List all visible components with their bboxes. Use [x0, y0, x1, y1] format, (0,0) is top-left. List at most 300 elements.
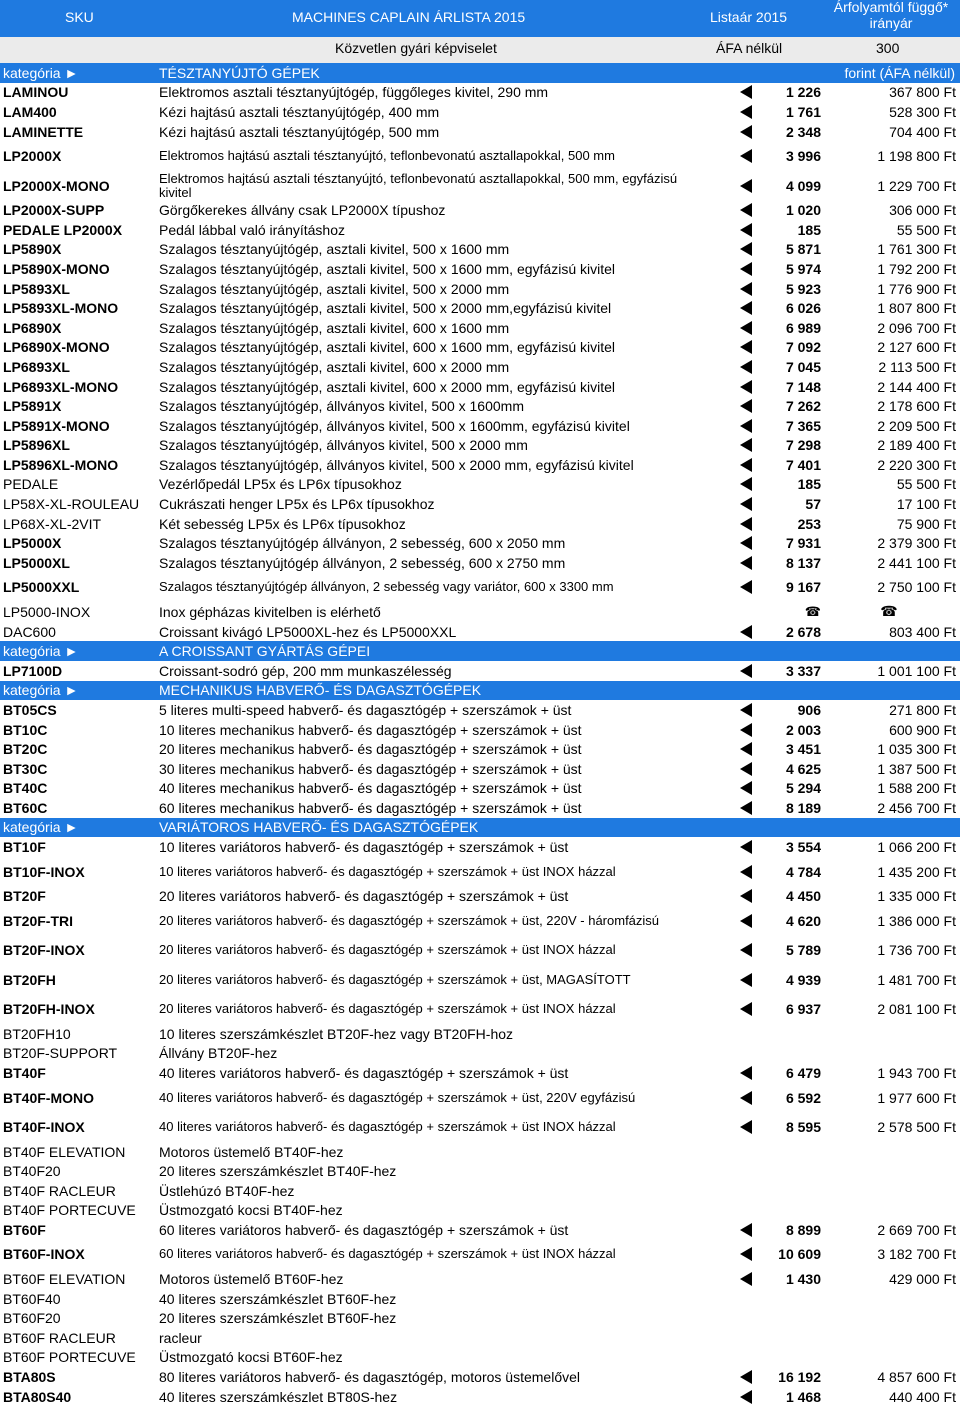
row-eur-price	[740, 220, 821, 240]
row-description: Szalagos tésztanyújtógép, állványos kivitel, 500 x 1600mm	[159, 398, 524, 415]
table-row	[0, 994, 960, 1024]
row-eur-amount: 185	[797, 476, 821, 493]
row-eur-amount: 2 348	[785, 123, 821, 140]
row-eur-amount: 3 996	[785, 148, 821, 165]
table-row	[0, 622, 960, 642]
table-row	[0, 377, 960, 397]
row-description: Görgőkerekes állvány csak LP2000X típushoz	[159, 202, 446, 219]
row-eur-price	[740, 1328, 821, 1348]
row-eur-amount: 185	[797, 221, 821, 238]
euro-icon	[740, 105, 752, 119]
row-description: Vezérlőpedál LP5x és LP6x típusokhoz	[159, 476, 402, 493]
row-description: Üstmozgató kocsi BT40F-hez	[159, 1202, 343, 1219]
row-eur-price	[740, 357, 821, 377]
row-sku: LAM400	[3, 103, 57, 120]
phone-icon: ☎	[804, 603, 821, 619]
row-description: Szalagos tésztanyújtógép, asztali kivitel, 500 x 2000 mm	[159, 280, 510, 297]
row-eur-price	[740, 994, 821, 1024]
row-eur-price	[740, 857, 821, 887]
table-row	[0, 279, 960, 299]
table-row	[0, 514, 960, 534]
row-sku: BT60F PORTECUVE	[3, 1349, 136, 1366]
row-description: 5 literes multi-speed habverő- és dagasztógép + szerszámok + üst	[159, 701, 572, 718]
euro-icon	[740, 399, 752, 413]
row-eur-price	[740, 338, 821, 358]
table-row	[0, 122, 960, 142]
row-description: 20 literes variátoros habverő- és dagasztógép + szerszámok + üst INOX házzal	[159, 942, 616, 958]
row-sku: BT20FH	[3, 971, 56, 988]
row-sku: LAMINOU	[3, 84, 69, 101]
header-list-price: Listaár 2015	[710, 9, 788, 25]
row-eur-amount: 1 020	[785, 202, 821, 219]
table-row	[0, 857, 960, 887]
row-huf-price: 1 736 700 Ft	[877, 942, 956, 959]
table-row	[0, 1201, 960, 1221]
euro-icon	[740, 85, 752, 99]
row-eur-price	[740, 318, 821, 338]
row-huf-price: 2 144 400 Ft	[877, 378, 956, 395]
row-huf-price	[822, 1181, 956, 1201]
table-row	[0, 1044, 960, 1064]
row-huf-price: 803 400 Ft	[889, 623, 956, 640]
row-sku: BT20FH-INOX	[3, 1001, 95, 1018]
euro-icon	[740, 914, 752, 928]
row-huf-price: 1 335 000 Ft	[877, 888, 956, 905]
category-name: A CROISSANT GYÁRTÁS GÉPEI	[159, 643, 371, 660]
row-huf-price: 17 100 Ft	[896, 496, 956, 513]
row-eur-price	[740, 298, 821, 318]
row-eur-amount: 3 337	[785, 662, 821, 679]
row-eur-amount: 3 451	[785, 741, 821, 758]
row-eur-amount: 5 974	[785, 260, 821, 277]
category-name: TÉSZTANYÚJTÓ GÉPEK	[159, 64, 320, 81]
row-sku: BT20C	[3, 741, 48, 758]
row-description: 20 literes szerszámkészlet BT40F-hez	[159, 1163, 397, 1180]
row-sku: BTA80S	[3, 1368, 56, 1385]
row-eur-amount: 6 592	[785, 1089, 821, 1106]
row-description: 10 literes variátoros habverő- és dagasztógép + szerszámok + üst INOX házzal	[159, 863, 616, 879]
row-eur-price	[740, 1289, 821, 1309]
table-row	[0, 1328, 960, 1348]
euro-icon	[740, 723, 752, 737]
row-eur-amount: 8 137	[785, 554, 821, 571]
row-description: Elektromos hajtású asztali tésztanyújtó, teflonbevonatú asztallapokkal, 500 mm, egyfázisú kivitel	[159, 170, 678, 200]
row-eur-price	[740, 1387, 821, 1406]
category-label: kategória ►	[3, 819, 79, 836]
row-huf-price: 1 776 900 Ft	[877, 280, 956, 297]
row-eur-amount: 7 045	[785, 358, 821, 375]
row-description: Szalagos tésztanyújtógép, asztali kivitel, 600 x 1600 mm	[159, 319, 510, 336]
subheader-vat: ÁFA nélkül	[716, 40, 783, 56]
row-huf-price: 600 900 Ft	[889, 721, 956, 738]
row-sku: BT30C	[3, 760, 48, 777]
row-sku: LAMINETTE	[3, 123, 84, 140]
euro-icon	[740, 458, 752, 472]
table-row	[0, 700, 960, 720]
row-eur-price	[740, 1083, 821, 1113]
row-eur-price	[740, 965, 821, 995]
euro-icon	[740, 242, 752, 256]
row-description: Üstlehúzó BT40F-hez	[159, 1182, 295, 1199]
row-eur-amount: 1 430	[785, 1271, 821, 1288]
row-sku: LP5000XL	[3, 554, 70, 571]
row-sku: LP6890X	[3, 319, 62, 336]
row-huf-price	[822, 1308, 956, 1328]
row-eur-price	[740, 1269, 821, 1289]
row-description: Croissant kivágó LP5000XL-hez és LP5000XXL	[159, 623, 457, 640]
header-sku: SKU	[65, 9, 94, 25]
row-huf-price: 2 750 100 Ft	[877, 579, 956, 596]
row-eur-amount: 4 784	[785, 863, 821, 880]
euro-icon	[740, 360, 752, 374]
row-huf-price: 271 800 Ft	[889, 701, 956, 718]
row-description: 40 literes szerszámkészlet BT80S-hez	[159, 1388, 398, 1405]
table-row	[0, 965, 960, 995]
euro-icon	[740, 125, 752, 139]
row-eur-price	[740, 1161, 821, 1181]
row-eur-price	[740, 83, 821, 103]
row-huf-price: 1 001 100 Ft	[877, 662, 956, 679]
row-huf-price: 1 807 800 Ft	[877, 300, 956, 317]
euro-icon	[740, 801, 752, 815]
row-eur-price	[740, 514, 821, 534]
row-sku: LP5891X	[3, 398, 62, 415]
table-row	[0, 1161, 960, 1181]
row-sku: BT10F	[3, 839, 46, 856]
row-huf-price	[822, 1328, 956, 1348]
row-huf-price: 1 977 600 Ft	[877, 1089, 956, 1106]
row-sku: BT20F-TRI	[3, 912, 73, 929]
row-description: 40 literes variátoros habverő- és dagasztógép + szerszámok + üst INOX házzal	[159, 1119, 616, 1134]
row-sku: LP5890X	[3, 241, 62, 258]
row-eur-amount: 5 871	[785, 241, 821, 258]
row-description: 10 literes mechanikus habverő- és dagasztógép + szerszámok + üst	[159, 721, 582, 738]
row-eur-amount: 4 099	[785, 177, 821, 194]
row-description: 60 literes mechanikus habverő- és dagasztógép + szerszámok + üst	[159, 799, 582, 816]
category-name: MECHANIKUS HABVERŐ- ÉS DAGASZTÓGÉPEK	[159, 682, 482, 699]
euro-icon	[740, 1247, 752, 1261]
table-row	[0, 436, 960, 456]
row-eur-amount: 5 789	[785, 942, 821, 959]
row-huf-price: 55 500 Ft	[896, 221, 956, 238]
euro-icon	[740, 301, 752, 315]
row-sku: BTA80S40	[3, 1388, 72, 1405]
row-description: 60 literes variátoros habverő- és dagasztógép + szerszámok + üst	[159, 1221, 569, 1238]
euro-icon	[740, 943, 752, 957]
row-huf-price	[822, 1348, 956, 1368]
header-title: MACHINES CAPLAIN ÁRLISTA 2015	[292, 9, 526, 25]
row-sku: LP7100D	[3, 662, 63, 679]
table-row	[0, 1063, 960, 1083]
row-sku: LP5000XXL	[3, 579, 80, 596]
row-huf-price: 306 000 Ft	[889, 202, 956, 219]
row-huf-price: 1 229 700 Ft	[877, 177, 956, 194]
row-description: Croissant-sodró gép, 200 mm munkaszélesség	[159, 662, 452, 679]
row-eur-price	[740, 739, 821, 759]
row-eur-amount: 6 989	[785, 319, 821, 336]
price-table	[0, 63, 960, 1406]
row-description: Szalagos tésztanyújtógép, asztali kivitel, 500 x 1600 mm, egyfázisú kivitel	[159, 260, 616, 277]
row-description: Cukrászati henger LP5x és LP6x típusokhoz	[159, 496, 435, 513]
row-description: Szalagos tésztanyújtógép, asztali kivitel, 600 x 2000 mm, egyfázisú kivitel	[159, 378, 616, 395]
table-row	[0, 338, 960, 358]
row-huf-price: 2 127 600 Ft	[877, 339, 956, 356]
row-huf-price: 2 113 500 Ft	[878, 358, 956, 375]
row-sku: BT10F-INOX	[3, 863, 85, 880]
row-description: 20 literes mechanikus habverő- és dagasztógép + szerszámok + üst	[159, 741, 582, 758]
row-eur-amount: 7 262	[785, 398, 821, 415]
row-eur-price	[740, 837, 821, 857]
table-row	[0, 259, 960, 279]
row-sku: BT40F ELEVATION	[3, 1143, 126, 1160]
row-sku: LP5000X	[3, 535, 62, 552]
table-row	[0, 141, 960, 171]
row-huf-price	[822, 1142, 956, 1162]
table-row	[0, 1083, 960, 1113]
row-eur-price	[740, 700, 821, 720]
row-eur-price	[740, 720, 821, 740]
table-row	[0, 1142, 960, 1162]
euro-icon	[740, 889, 752, 903]
row-eur-amount: 7 401	[785, 456, 821, 473]
table-row	[0, 935, 960, 965]
row-sku: BT40F RACLEUR	[3, 1182, 116, 1199]
row-eur-price	[740, 240, 821, 260]
row-sku: LP2000X-MONO	[3, 177, 110, 194]
row-eur-amount: 4 939	[785, 971, 821, 988]
row-eur-price	[740, 906, 821, 936]
row-huf-price: 4 857 600 Ft	[877, 1368, 956, 1385]
row-description: Elektromos asztali tésztanyújtógép, függőleges kivitel, 290 mm	[159, 84, 549, 101]
euro-icon	[740, 282, 752, 296]
row-sku: LP68X-XL-2VIT	[3, 515, 102, 532]
row-sku: BT40C	[3, 780, 48, 797]
euro-icon	[740, 149, 752, 163]
row-eur-amount: 2 678	[785, 623, 821, 640]
row-description: 40 literes variátoros habverő- és dagasztógép + szerszámok + üst, 220V egyfázisú	[159, 1089, 636, 1105]
euro-icon	[740, 497, 752, 511]
table-row	[0, 533, 960, 553]
row-description: Szalagos tésztanyújtógép, asztali kivitel, 600 x 1600 mm, egyfázisú kivitel	[159, 339, 616, 356]
row-eur-amount: 57	[805, 496, 821, 513]
euro-icon	[740, 664, 752, 678]
table-row	[0, 1181, 960, 1201]
euro-icon	[740, 865, 752, 879]
row-eur-amount: 8 189	[785, 799, 821, 816]
row-sku: PEDALE	[3, 476, 59, 493]
row-sku: BT60F RACLEUR	[3, 1329, 116, 1346]
row-description: 80 literes variátoros habverő- és dagasztógép, motoros üstemelővel	[159, 1368, 580, 1385]
euro-icon	[740, 840, 752, 854]
category-row	[0, 641, 960, 661]
row-huf-price: 1 435 200 Ft	[877, 863, 956, 880]
table-row	[0, 886, 960, 906]
table-row	[0, 906, 960, 936]
row-description: 20 literes szerszámkészlet BT60F-hez	[159, 1310, 397, 1327]
row-eur-price	[740, 553, 821, 573]
euro-icon	[740, 580, 752, 594]
euro-icon	[740, 703, 752, 717]
euro-icon	[740, 536, 752, 550]
row-huf-price: 2 669 700 Ft	[877, 1221, 956, 1238]
euro-icon	[740, 179, 752, 193]
header-fx-note: Árfolyamtól függő* irányár	[833, 0, 949, 31]
row-eur-price	[740, 935, 821, 965]
row-sku: LP5896XL	[3, 437, 70, 454]
subheader-bar	[0, 37, 960, 63]
table-row	[0, 318, 960, 338]
row-eur-amount: 2 003	[785, 721, 821, 738]
row-description: Két sebesség LP5x és LP6x típusokhoz	[159, 515, 406, 532]
row-sku: LP2000X-SUPP	[3, 202, 105, 219]
row-eur-price	[740, 798, 821, 818]
row-eur-amount: 253	[797, 515, 821, 532]
euro-icon	[740, 1272, 752, 1286]
euro-icon	[740, 477, 752, 491]
table-row	[0, 1024, 960, 1044]
category-unit: forint (ÁFA nélkül)	[844, 64, 955, 81]
row-huf-price: 1 035 300 Ft	[877, 741, 956, 758]
row-sku: BT05CS	[3, 701, 57, 718]
row-description: Szalagos tésztanyújtógép, állványos kivitel, 500 x 1600mm, egyfázisú kivitel	[159, 417, 630, 434]
euro-icon	[740, 556, 752, 570]
euro-icon	[740, 262, 752, 276]
row-eur-amount: 7 365	[785, 417, 821, 434]
row-description: Elektromos hajtású asztali tésztanyújtó, teflonbevonatú asztallapokkal, 500 mm	[159, 148, 615, 164]
euro-icon	[740, 742, 752, 756]
row-eur-price	[740, 102, 821, 122]
table-row	[0, 416, 960, 436]
table-row	[0, 1348, 960, 1368]
row-description: 10 literes szerszámkészlet BT20F-hez vagy BT20FH-hoz	[159, 1025, 514, 1042]
euro-icon	[740, 340, 752, 354]
row-sku: BT20F	[3, 888, 46, 905]
row-huf-price: 1 066 200 Ft	[877, 839, 956, 856]
row-huf-price: 2 209 500 Ft	[877, 417, 956, 434]
row-sku: BT40F20	[3, 1163, 61, 1180]
row-huf-price	[822, 1161, 956, 1181]
row-sku: BT20F-SUPPORT	[3, 1045, 118, 1062]
row-huf-price	[822, 1044, 956, 1064]
row-description: Szalagos tésztanyújtógép, asztali kivitel, 500 x 1600 mm	[159, 241, 510, 258]
euro-icon	[740, 438, 752, 452]
euro-icon	[740, 223, 752, 237]
row-description: 40 literes szerszámkészlet BT60F-hez	[159, 1290, 397, 1307]
row-eur-price	[740, 122, 821, 142]
row-eur-price	[740, 533, 821, 553]
row-eur-amount: 1 761	[785, 103, 821, 120]
table-row	[0, 475, 960, 495]
row-huf-price: 75 900 Ft	[896, 515, 956, 532]
row-eur-price	[740, 1112, 821, 1142]
row-eur-price	[740, 377, 821, 397]
table-row	[0, 739, 960, 759]
row-eur-price	[740, 1044, 821, 1064]
table-row	[0, 1387, 960, 1406]
row-eur-price	[740, 436, 821, 456]
row-description: Kézi hajtású asztali tésztanyújtógép, 400 mm	[159, 103, 440, 120]
row-eur-price	[740, 475, 821, 495]
row-eur-price	[740, 1220, 821, 1240]
row-eur-amount: 4 620	[785, 912, 821, 929]
row-eur-price	[740, 1308, 821, 1328]
category-row	[0, 63, 960, 83]
row-huf-price: 1 386 000 Ft	[877, 912, 956, 929]
table-row	[0, 837, 960, 857]
row-eur-price	[740, 416, 821, 436]
row-huf-price: 2 096 700 Ft	[877, 319, 956, 336]
row-huf-price: 1 387 500 Ft	[877, 760, 956, 777]
row-eur-price	[740, 200, 821, 220]
table-row	[0, 396, 960, 416]
row-eur-price	[740, 1367, 821, 1387]
row-eur-price	[740, 779, 821, 799]
row-description: Motoros üstemelő BT40F-hez	[159, 1143, 344, 1160]
row-description: 20 literes variátoros habverő- és dagasztógép + szerszámok + üst, 220V - háromfázisú	[159, 912, 660, 928]
table-row	[0, 602, 960, 622]
row-eur-price	[740, 1201, 821, 1221]
row-eur-amount: 5 294	[785, 780, 821, 797]
row-huf-price: 2 578 500 Ft	[877, 1119, 956, 1135]
table-row	[0, 240, 960, 260]
table-row	[0, 83, 960, 103]
row-eur-amount: 1 468	[785, 1388, 821, 1405]
table-row	[0, 298, 960, 318]
euro-icon	[740, 203, 752, 217]
category-name: VARIÁTOROS HABVERŐ- ÉS DAGASZTÓGÉPEK	[159, 819, 479, 836]
row-huf-price	[822, 1024, 956, 1044]
table-row	[0, 720, 960, 740]
row-sku: DAC600	[3, 623, 56, 640]
row-sku: BT10C	[3, 721, 48, 738]
table-row	[0, 1220, 960, 1240]
row-huf-price: 1 761 300 Ft	[877, 241, 956, 258]
row-description: Inox gépházas kivitelben is elérhető	[159, 603, 381, 620]
row-sku: BT60F-INOX	[3, 1246, 85, 1263]
row-sku: LP5893XL-MONO	[3, 300, 119, 317]
row-description: Üstmozgató kocsi BT60F-hez	[159, 1349, 343, 1366]
euro-icon	[740, 1390, 752, 1404]
category-label: kategória ►	[3, 682, 79, 699]
table-row	[0, 798, 960, 818]
row-huf-price: 55 500 Ft	[896, 476, 956, 493]
row-eur-price	[740, 1142, 821, 1162]
row-sku: LP5890X-MONO	[3, 260, 110, 277]
row-eur-price	[740, 396, 821, 416]
euro-icon	[740, 1091, 752, 1105]
row-eur-amount: 10 609	[778, 1246, 821, 1263]
row-huf-price: 367 800 Ft	[889, 84, 956, 101]
row-eur-price	[740, 259, 821, 279]
euro-icon	[740, 1120, 752, 1134]
row-description: Szalagos tésztanyújtógép állványon, 2 sebesség, 600 x 2050 mm	[159, 535, 566, 552]
table-row	[0, 357, 960, 377]
euro-icon	[740, 1370, 752, 1384]
subheader-rep: Közvetlen gyári képviselet	[335, 40, 497, 56]
row-eur-price	[740, 171, 821, 201]
row-huf-price: 2 456 700 Ft	[877, 799, 956, 816]
euro-icon	[740, 419, 752, 433]
row-huf-price: 3 182 700 Ft	[877, 1246, 956, 1263]
row-eur-amount: 1 226	[785, 84, 821, 101]
row-huf-price: 1 943 700 Ft	[877, 1064, 956, 1081]
row-eur-amount: 6 479	[785, 1064, 821, 1081]
row-huf-price: 2 441 100 Ft	[877, 554, 956, 571]
row-eur-price	[740, 141, 821, 171]
table-row	[0, 1289, 960, 1309]
phone-icon: ☎	[880, 603, 898, 620]
row-sku: BT60F20	[3, 1310, 61, 1327]
